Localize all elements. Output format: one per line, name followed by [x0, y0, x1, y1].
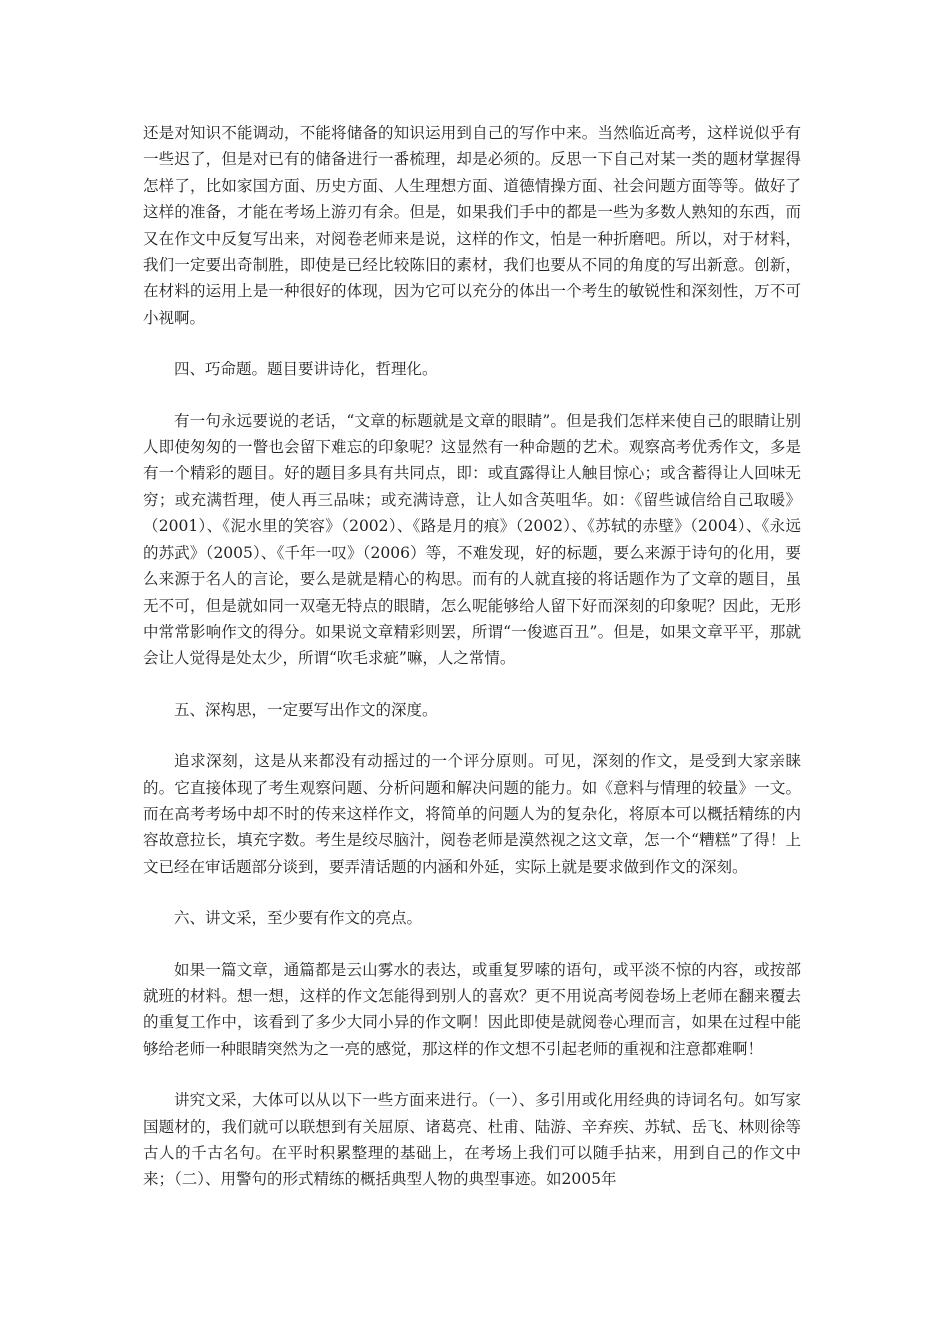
body-paragraph-2: 有一句永远要说的老话，“文章的标题就是文章的眼睛”。但是我们怎样来使自己的眼睛让别人即使匆匆的一瞥也会留下难忘的印象呢？这显然有一种命题的艺术。观察高考优秀作文，多是有一个精彩的题目。好的题目多具有共同点，即：或直露得让人触目惊心；或含蓄得让人回味无穷；或充满哲理，使人再三品味；或充满诗意，让人如含英咀华。如：《留些诚信给自己取暖》（2001）、《泥水里的笑容》（2002）、《路是月的痕》（2002）、《苏轼的赤壁》（2004）、《永远的苏武》（2005）、《千年一叹》（2006）等，不难发现，好的标题，要么来源于诗句的化用，要么来源于名人的言论，要么是就是精心的构思。而有的人就直接的将话题作为了文章的题目，虽无不可，但是就如同一双毫无特点的眼睛，怎么呢能够给人留下好而深刻的印象呢？因此，无形中常常影响作文的得分。如果说文章精彩则罢，所谓“一俊遮百丑”。但是，如果文章平平，那就会让人觉得是处太少，所谓“吹毛求疵”嘛，人之常情。 — [143, 411, 801, 668]
section-heading-5: 五、深构思，一定要写出作文的深度。 — [174, 700, 438, 719]
body-paragraph-1: 还是对知识不能调动，不能将储备的知识运用到自己的写作中来。当然临近高考，这样说似乎有一些迟了，但是对已有的储备进行一番梳理，却是必须的。反思一下自己对某一类的题材掌握得怎样了，比如家国方面、历史方面、人生理想方面、道德情操方面、社会问题方面等等。做好了这样的准备，才能在考场上游刃有余。但是，如果我们手中的都是一些为多数人熟知的东西，而又在作文中反复写出来，对阅卷老师来是说，这样的作文，怕是一种折磨吧。所以，对于材料，我们一定要出奇制胜，即使是已经比较陈旧的素材，我们也要从不同的角度的写出新意。创新，在材料的运用上是一种很好的体现，因为它可以充分的体出一个考生的敏锐性和深刻性，万不可小视啊。 — [143, 124, 801, 327]
document-page — [143, 120, 801, 1218]
body-paragraph-4: 如果一篇文章，通篇都是云山雾水的表达，或重复罗嗦的语句，或平淡不惊的内容，或按部就班的材料。想一想，这样的作文怎能得到别人的喜欢？更不用说高考阅卷场上老师在翻来覆去的重复工作中，该看到了多少大同小异的作文啊！因此即使是就阅卷心理而言，如果在过程中能够给老师一种眼睛突然为之一亮的感觉，那这样的作文想不引起老师的重视和注意都难啊！ — [143, 960, 801, 1058]
body-paragraph-3: 追求深刻，这是从来都没有动摇过的一个评分原则。可见，深刻的作文，是受到大家亲睐的。它直接体现了考生观察问题、分析问题和解决问题的能力。如《意料与情理的较量》一文。而在高考考场中却不时的传来这样作文，将简单的问题人为的复杂化，将原本可以概括精练的内容故意拉长，填充字数。考生是绞尽脑汁，阅卷老师是漠然视之这文章，怎一个“糟糕”了得！上文已经在审话题部分谈到，要弄清话题的内涵和外延，实际上就是要求做到作文的深刻。 — [143, 752, 801, 876]
section-heading-4: 四、巧命题。题目要讲诗化，哲理化。 — [174, 360, 438, 379]
body-paragraph-5: 讲究文采，大体可以从以下一些方面来进行。（一）、多引用或化用经典的诗词名句。如写家国题材的，我们就可以联想到有关屈原、诸葛亮、杜甫、陆游、辛弃疾、苏轼、岳飞、林则徐等古人的千古名句。在平时积累整理的基础上，在考场上我们可以随手拈来，用到自己的作文中来；（二）、用警句的形式精练的概括典型人物的典型事迹。如2005年 — [143, 1091, 801, 1189]
section-heading-6: 六、讲文采，至少要有作文的亮点。 — [174, 909, 423, 928]
